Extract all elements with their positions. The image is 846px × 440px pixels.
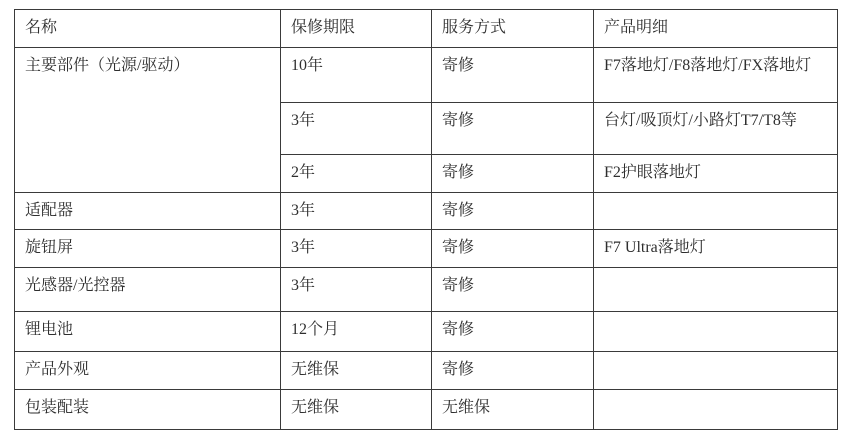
cell-detail: F7 Ultra落地灯 xyxy=(594,230,838,268)
cell-period: 无维保 xyxy=(281,352,432,390)
warranty-table xyxy=(14,9,838,430)
table-row xyxy=(15,193,838,230)
table-row xyxy=(15,312,838,352)
table-header-row xyxy=(15,10,838,48)
cell-period: 12个月 xyxy=(281,312,432,352)
cell-name-product-appearance: 产品外观 xyxy=(15,352,281,390)
table-row xyxy=(15,230,838,268)
cell-period: 10年 xyxy=(281,48,432,103)
table-row xyxy=(15,390,838,430)
cell-name-main-components: 主要部件（光源/驱动） xyxy=(15,48,281,193)
cell-name-knob-screen: 旋钮屏 xyxy=(15,230,281,268)
cell-service: 寄修 xyxy=(432,230,594,268)
column-header-name: 名称 xyxy=(15,10,281,48)
cell-period: 3年 xyxy=(281,103,432,155)
cell-service: 寄修 xyxy=(432,193,594,230)
column-header-service-method: 服务方式 xyxy=(432,10,594,48)
table-row xyxy=(15,48,838,103)
cell-detail: F7落地灯/F8落地灯/FX落地灯 xyxy=(594,48,838,103)
cell-period: 3年 xyxy=(281,193,432,230)
cell-service: 寄修 xyxy=(432,155,594,193)
column-header-product-detail: 产品明细 xyxy=(594,10,838,48)
table-row xyxy=(15,268,838,312)
cell-service: 寄修 xyxy=(432,48,594,103)
cell-name-packaging: 包装配装 xyxy=(15,390,281,430)
cell-detail xyxy=(594,193,838,230)
cell-detail xyxy=(594,390,838,430)
cell-service: 寄修 xyxy=(432,103,594,155)
cell-service: 寄修 xyxy=(432,268,594,312)
cell-detail xyxy=(594,312,838,352)
cell-service: 无维保 xyxy=(432,390,594,430)
cell-period: 2年 xyxy=(281,155,432,193)
cell-detail xyxy=(594,268,838,312)
table-row xyxy=(15,352,838,390)
cell-service: 寄修 xyxy=(432,312,594,352)
cell-detail: F2护眼落地灯 xyxy=(594,155,838,193)
cell-detail xyxy=(594,352,838,390)
cell-name-lithium-battery: 锂电池 xyxy=(15,312,281,352)
column-header-warranty-period: 保修期限 xyxy=(281,10,432,48)
cell-detail: 台灯/吸顶灯/小路灯T7/T8等 xyxy=(594,103,838,155)
cell-service: 寄修 xyxy=(432,352,594,390)
cell-name-adapter: 适配器 xyxy=(15,193,281,230)
cell-period: 无维保 xyxy=(281,390,432,430)
cell-name-light-sensor: 光感器/光控器 xyxy=(15,268,281,312)
cell-period: 3年 xyxy=(281,230,432,268)
cell-period: 3年 xyxy=(281,268,432,312)
